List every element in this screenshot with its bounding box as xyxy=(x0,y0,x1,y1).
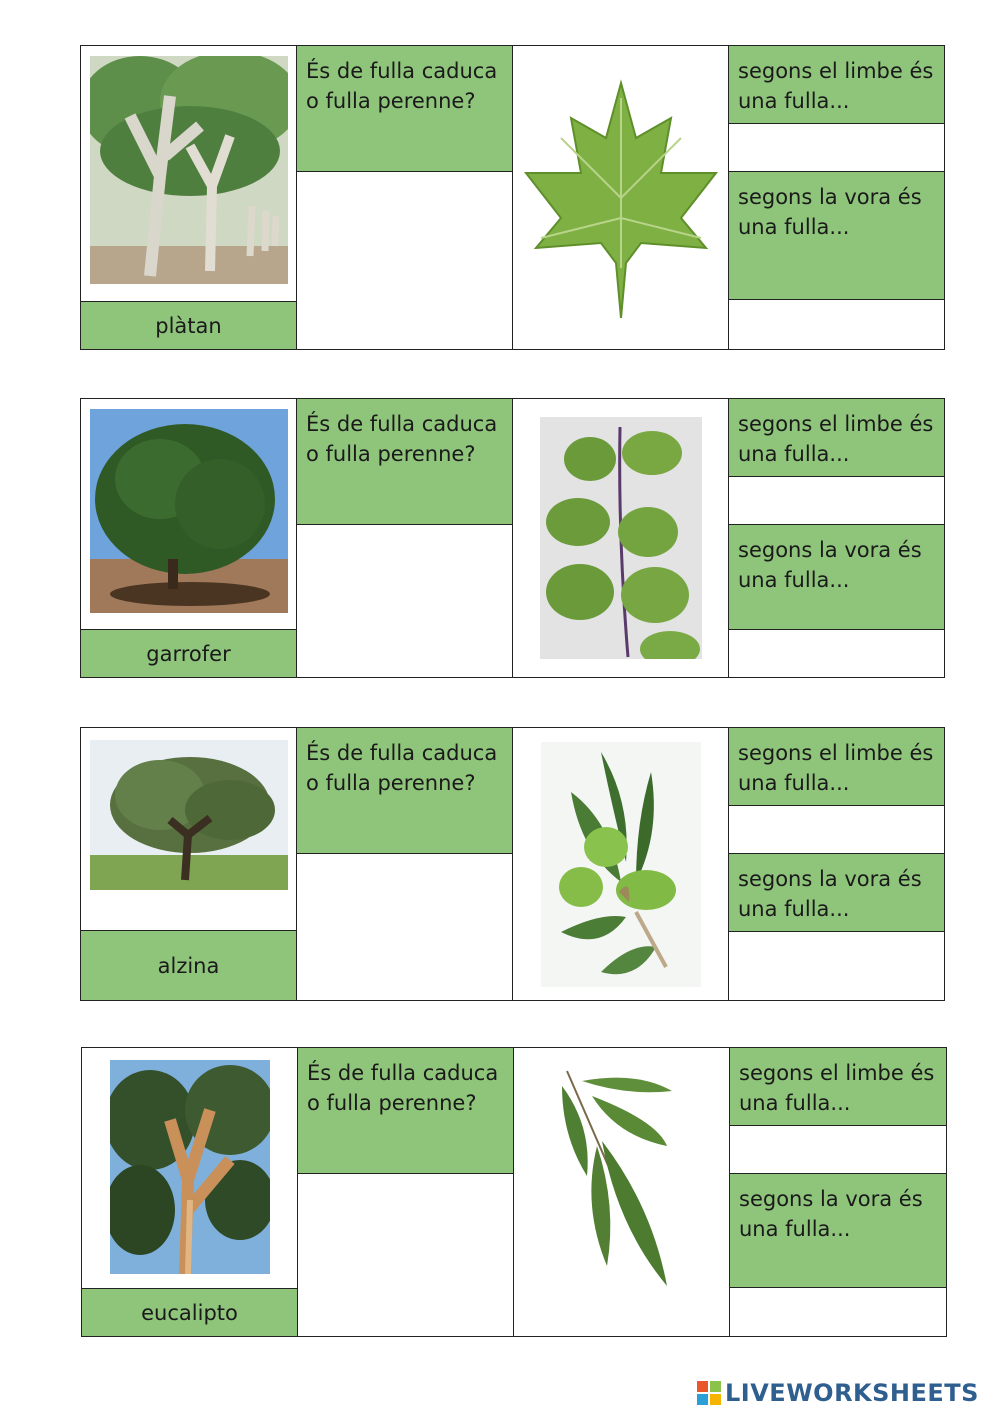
vora-question: segons la vora és una fulla... xyxy=(729,172,944,300)
limbe-answer-field[interactable] xyxy=(729,806,944,854)
leaf-type-answer-field[interactable] xyxy=(297,525,512,677)
leaf-type-question-column xyxy=(297,399,513,677)
tree-card-garrofer xyxy=(80,398,945,678)
tree-photo-column xyxy=(81,46,297,349)
vora-question: segons la vora és una fulla... xyxy=(729,525,944,630)
tree-name-label: plàtan xyxy=(81,301,296,349)
platan-tree-photo xyxy=(90,56,288,284)
leaf-photo-column xyxy=(513,46,729,349)
tree-photo-column xyxy=(82,1048,298,1336)
limbe-answer-field[interactable] xyxy=(729,124,944,172)
limbe-question: segons el limbe és una fulla... xyxy=(729,399,944,477)
leaf-type-question: És de fulla caduca o fulla perenne? xyxy=(298,1048,513,1174)
alzina-leaf-photo xyxy=(541,742,701,987)
garrofer-tree-photo xyxy=(90,409,288,613)
leaf-shape-column xyxy=(729,46,944,349)
alzina-tree-photo xyxy=(90,740,288,890)
platan-leaf-photo xyxy=(521,78,721,318)
vora-answer-field[interactable] xyxy=(730,1288,946,1336)
vora-question: segons la vora és una fulla... xyxy=(730,1174,946,1288)
liveworksheets-logo-icon xyxy=(697,1381,721,1405)
limbe-question: segons el limbe és una fulla... xyxy=(729,46,944,124)
leaf-type-question: És de fulla caduca o fulla perenne? xyxy=(297,399,512,525)
tree-name-label: eucalipto xyxy=(82,1288,297,1336)
leaf-type-question: És de fulla caduca o fulla perenne? xyxy=(297,46,512,172)
liveworksheets-logo xyxy=(697,1378,979,1408)
leaf-type-answer-field[interactable] xyxy=(297,854,512,1000)
leaf-shape-column xyxy=(729,728,944,1000)
leaf-type-question-column xyxy=(297,46,513,349)
tree-name-label: garrofer xyxy=(81,629,296,677)
tree-card-eucalipto xyxy=(81,1047,947,1337)
liveworksheets-brand-text: LIVEWORKSHEETS xyxy=(725,1379,979,1407)
garrofer-leaf-photo xyxy=(540,417,702,659)
tree-photo-column xyxy=(81,728,297,1000)
vora-answer-field[interactable] xyxy=(729,630,944,677)
leaf-photo-column xyxy=(513,728,729,1000)
tree-card-platan xyxy=(80,45,945,350)
leaf-type-question-column xyxy=(297,728,513,1000)
tree-card-alzina xyxy=(80,727,945,1001)
limbe-answer-field[interactable] xyxy=(730,1126,946,1174)
vora-question: segons la vora és una fulla... xyxy=(729,854,944,932)
tree-photo-column xyxy=(81,399,297,677)
leaf-type-answer-field[interactable] xyxy=(297,172,512,349)
vora-answer-field[interactable] xyxy=(729,300,944,349)
vora-answer-field[interactable] xyxy=(729,932,944,1000)
limbe-answer-field[interactable] xyxy=(729,477,944,525)
leaf-type-question: És de fulla caduca o fulla perenne? xyxy=(297,728,512,854)
leaf-type-question-column xyxy=(298,1048,514,1336)
tree-name-label: alzina xyxy=(81,930,296,1000)
eucalipto-leaf-photo xyxy=(557,1066,687,1296)
leaf-shape-column xyxy=(730,1048,946,1336)
leaf-shape-column xyxy=(729,399,944,677)
eucalipto-tree-photo xyxy=(110,1060,270,1274)
limbe-question: segons el limbe és una fulla... xyxy=(730,1048,946,1126)
leaf-photo-column xyxy=(513,399,729,677)
leaf-photo-column xyxy=(514,1048,730,1336)
limbe-question: segons el limbe és una fulla... xyxy=(729,728,944,806)
leaf-type-answer-field[interactable] xyxy=(298,1174,513,1336)
